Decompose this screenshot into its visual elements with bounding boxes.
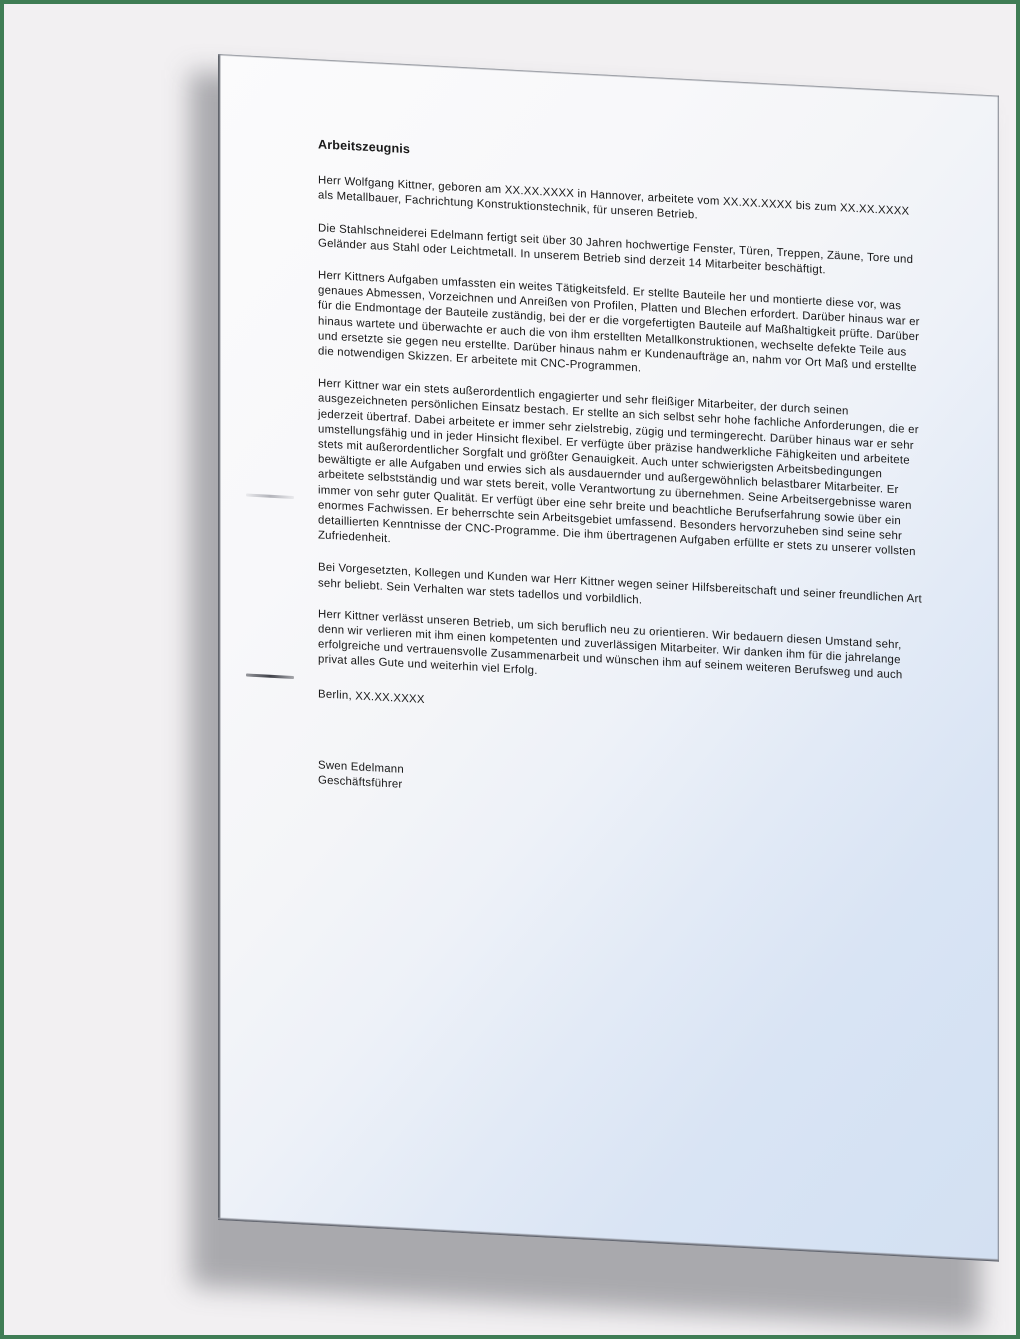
page-edge-top-icon: [218, 54, 999, 98]
paragraph-intro: Herr Wolfgang Kittner, geboren am XX.XX.XXXX in Hannover, arbeitete vom XX.XX.XXXX bis zum XX.XX.XXXX als Metallbauer, Fachrichtung Konstruktionstechnik, für unseren Betrieb.: [318, 174, 910, 222]
date-and-place: Berlin, XX.XX.XXXX: [318, 688, 425, 706]
paragraph-company: Die Stahlschneiderei Edelmann fertigt seit über 30 Jahren hochwertige Fenster, Türen, Treppen, Zäune, Tore und Geländer aus Stahl oder Leichtmetall. In unserem Betrieb sind derzeit 14 Mitarbeiter beschäftigt.: [318, 221, 914, 277]
canvas-background: [4, 4, 1016, 1335]
document-title: Arbeitszeugnis: [318, 137, 411, 157]
fold-mark-lower: [246, 673, 294, 679]
page-surface: [218, 54, 999, 1262]
signatory-role: Geschäftsführer: [318, 774, 403, 792]
signatory-name: Swen Edelmann: [318, 759, 404, 776]
paragraph-closing: Herr Kittner verlässt unseren Betrieb, um sich beruflich neu zu orientieren. Wir bedauern diesen Umstand sehr, denn wir verlieren mit ihm einen kompetenten und zuverlässigen Mitarbeiter. Wir danken ihm für die jahrelange erfolgreiche und vertrauensvolle Zusammenarbeit und wünschen ihm auf seinem weiteren Berufsweg und auch privat alles Gute und weiterhin viel Erfolg.: [318, 608, 903, 682]
paragraph-performance: Herr Kittner war ein stets außerordentlich engagierter und sehr fleißiger Mitarbeiter, der durch seinen ausgezeichneten persönlichen Einsatz bestach. Er stellte an sich selbst sehr hohe fachliche Anforderungen, die er jederzeit übertraf. Dabei arbeitete er immer sehr zielstrebig, zügig und termingerecht. Darüber hinaus war er sehr umstellungsfähig und in jeder Hinsicht flexibel. Er verfügte über präzise handwerkliche Fähigkeiten und arbeitete stets mit außerordentlicher Sorgfalt und größter Genauigkeit. Auch unter schwierigsten Arbeitsbedingungen bewältigte er alle Aufgaben und erwies sich als ausdauernder und außergewöhnlich belastbarer Mitarbeiter. Er arbeitete selbstständig und war stets bereit, volle Verantwortung zu übernehmen. Seine Arbeitsergebnisse waren immer von sehr guter Qualität. Er verfügt über eine sehr breite und beachtliche Berufserfahrung sowie über ein enormes Fachwissen. Er beherrschte sein Arbeitsgebiet umfassend. Besonders hervorzuheben sind seine sehr detaillierten Kenntnisse der CNC-Programme. Die ihm übertragenen Aufgaben erfüllte er stets zu unserer vollsten Zufriedenheit.: [318, 377, 919, 559]
paragraph-conduct: Bei Vorgesetzten, Kollegen und Kunden war Herr Kittner wegen seiner Hilfsbereitschaft und seiner freundlichen Art sehr beliebt. Sein Verhalten war stets tadellos und vorbildlich.: [318, 561, 922, 607]
signature-block: [318, 758, 924, 821]
page-edge-right-icon: [997, 96, 999, 1262]
fold-mark-upper: [246, 493, 294, 499]
document-page: [218, 54, 999, 1262]
letter-body: [318, 137, 924, 821]
page-edge-left-icon: [218, 54, 221, 1220]
paragraph-duties: Herr Kittners Aufgaben umfassten ein weites Tätigkeitsfeld. Er stellte Bauteile her und montierte diese vor, was genaues Abmessen, Vorzeichnen und Anreißen von Profilen, Platten und Blechen erfordert. Darüber hinaus war er für die Endmontage der Bauteile zuständig, bei der er die vorgefertigten Bauteile auf Maßhaltigkeit prüfte. Darüber hinaus wartete und überwachte er auch die von ihm erstellten Metallkonstruktionen, wechselte defekte Teile aus und ersetzte sie gegen neu erstellte. Darüber hinaus nahm er Kundenaufträge an, nahm vor Ort Maß und erstellte die notwendigen Skizzen. Er arbeitete mit CNC-Programmen.: [318, 269, 920, 375]
